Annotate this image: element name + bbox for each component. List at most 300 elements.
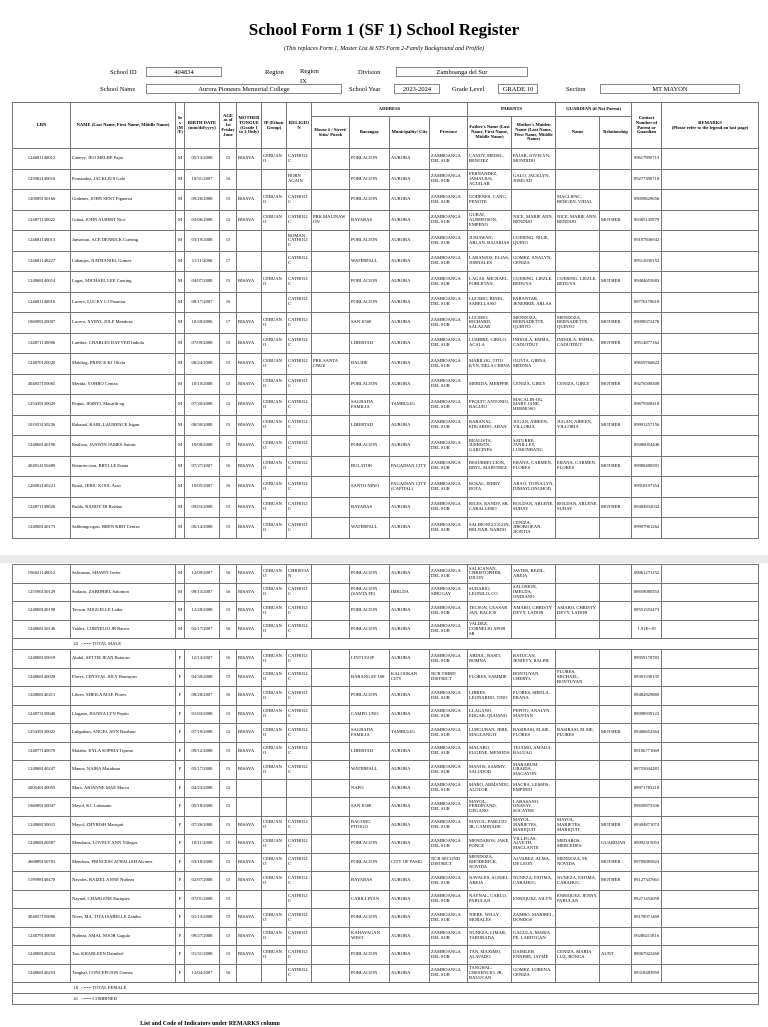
cell-ip: CEBUANO <box>262 835 287 854</box>
cell-relationship: MOTHER <box>600 853 632 872</box>
cell-sex: F <box>176 946 185 965</box>
cell-province: ZAMBOANGA DEL SUR <box>430 724 468 743</box>
cell-guardian-name: NICE, MARIE ANN, BENDIJO <box>556 210 600 231</box>
cell-guardian-name: AMARO, CHRISTY DEVY, LADOR <box>556 602 600 621</box>
cell-relationship <box>600 190 632 211</box>
cell-province: ZAMBOANGA DEL SUR <box>430 251 468 272</box>
cell-birth-date: 10/10/2008 <box>185 374 220 395</box>
table-row <box>13 436 759 457</box>
page-title: School Form 1 (SF 1) School Register <box>248 20 520 39</box>
cell-sex: M <box>176 497 185 518</box>
cell-contact: 09106771669 <box>632 742 662 761</box>
cell-sex: M <box>176 149 185 170</box>
cell-birth-date: 10/31/2007 <box>185 169 220 190</box>
cell-municipality: AURORA <box>390 231 430 252</box>
cell-contact: 09709885824 <box>632 853 662 872</box>
cell-relationship <box>600 354 632 375</box>
cell-religion: CATHOLIC <box>287 210 312 231</box>
cell-name: Salibongcogon, BREN KIRT Ceniza <box>71 518 176 539</box>
page-subtitle: (This replaces Form 1, Master List & STS Form 2-Family Background and Profile) <box>283 46 485 52</box>
cell-guardian-name: CENIZA, GIRLY <box>556 374 600 395</box>
cell-house <box>312 742 350 761</box>
cell-contact: 09512030152 <box>632 251 662 272</box>
cell-age: 16 <box>220 456 237 477</box>
cell-name: Mendoza, PRINCESS ATHALIAH Alvarez <box>71 853 176 872</box>
cell-name: Realista, JANWIN JAMES Saturn <box>71 436 176 457</box>
cell-lrn: 124868140198 <box>13 602 71 621</box>
cell-remarks <box>662 354 759 375</box>
cell-barangay: SAN JOSE <box>350 313 390 334</box>
cell-birth-date: 07/27/2007 <box>185 456 220 477</box>
cell-age: 16 <box>220 565 237 584</box>
cell-municipality: AURORA <box>390 292 430 313</box>
cell-religion: CATHOLIC <box>287 853 312 872</box>
cell-contact: 09067922260 <box>632 946 662 965</box>
table-row <box>13 374 759 395</box>
cell-barangay: POBLACION <box>350 149 390 170</box>
cell-mother: PARANTAR, JENEBBIE, ARLAS <box>512 292 556 313</box>
register-table-continued <box>12 564 759 1005</box>
cell-municipality: AURORA <box>390 415 430 436</box>
cell-house <box>312 374 350 395</box>
cell-province: ZAMBOANGA DEL SUR <box>430 835 468 854</box>
cell-birth-date: 07/01/2008 <box>185 890 220 909</box>
page-break <box>0 555 768 563</box>
cell-contact: 09318483959 <box>632 964 662 983</box>
cell-sex: F <box>176 835 185 854</box>
cell-father: RABANAL, EDUARDO, ABAN <box>468 415 512 436</box>
cell-father: MALABO, EUGENE, MENODA <box>468 742 512 761</box>
cell-ip: CEBUANO <box>262 705 287 724</box>
cell-province: ZAMBOANGA DEL SUR <box>430 149 468 170</box>
cell-municipality: AURORA <box>390 779 430 798</box>
cell-province: ZAMBOANGA DEL SUR <box>430 872 468 891</box>
table-row <box>13 724 759 743</box>
cell-barangay: POBLACION <box>350 620 390 639</box>
cell-remarks <box>662 946 759 965</box>
school-name-label: School Name <box>100 86 136 93</box>
cell-age: 16 <box>220 583 237 602</box>
cell-barangay: LINTUGOP <box>350 650 390 669</box>
cell-mother: ALVAREZ, ALMA, DE LEON <box>512 853 556 872</box>
cell-birth-date: 04/30/2008 <box>185 668 220 687</box>
cell-contact: 09466652564 <box>632 724 662 743</box>
cell-mother-tongue: BISAYA <box>237 835 262 854</box>
cell-sex: M <box>176 169 185 190</box>
cell-birth-date: 01/31/2008 <box>185 946 220 965</box>
cell-relationship: MOTHER <box>600 872 632 891</box>
cell-religion: CATHOLIC <box>287 835 312 854</box>
cell-municipality: KALOOKAN CITY <box>390 668 430 687</box>
header-age: AGE as of 1st Friday June <box>220 103 237 149</box>
cell-barangay: POBLACION <box>350 687 390 706</box>
total-cell <box>13 994 759 1005</box>
cell-contact: 1.91E+10 <box>632 620 662 639</box>
cell-province: ZAMBOANGA DEL SUR <box>430 190 468 211</box>
legend-title: List and Code of Indicators under REMARKS column <box>140 1021 280 1027</box>
table-row <box>13 231 759 252</box>
cell-mother-tongue: BISAYA <box>237 946 262 965</box>
cell-relationship: MOTHER <box>600 374 632 395</box>
cell-mother <box>512 190 556 211</box>
cell-sex: F <box>176 687 185 706</box>
cell-municipality: AURORA <box>390 374 430 395</box>
cell-remarks <box>662 798 759 817</box>
cell-ip: CEBUANO <box>262 761 287 780</box>
cell-mother-tongue <box>237 779 262 798</box>
cell-house <box>312 272 350 293</box>
cell-mother: ZAMBO, MARIBEL, DONDOS <box>512 909 556 928</box>
cell-sex: M <box>176 477 185 498</box>
cell-name: Salicanan, SHAWN Javier <box>71 565 176 584</box>
table-row <box>13 477 759 498</box>
cell-mother: JUGAN, AIREEN, VILLORIA <box>512 415 556 436</box>
cell-sex: F <box>176 909 185 928</box>
cell-age: 15 <box>220 602 237 621</box>
cell-municipality: AURORA <box>390 816 430 835</box>
cell-relationship <box>600 292 632 313</box>
cell-province: ZAMBOANGA DEL SUR <box>430 497 468 518</box>
cell-lrn: 124868140247 <box>13 761 71 780</box>
cell-remarks <box>662 190 759 211</box>
cell-relationship <box>600 149 632 170</box>
cell-birth-date: 10/08/2008 <box>185 436 220 457</box>
cell-guardian-name <box>556 650 600 669</box>
cell-remarks <box>662 497 759 518</box>
cell-barangay: POBLACION (SANTA FE) <box>350 583 390 602</box>
cell-ip: CEBUANO <box>262 620 287 639</box>
header-birth-date: BIRTH DATE (mm/dd/yyyy) <box>185 103 220 149</box>
cell-father: TANGHAL, CRESENCIO, JR, BALUCAN <box>468 964 512 983</box>
cell-mother-tongue: BISAYA <box>237 705 262 724</box>
cell-age: 15 <box>220 742 237 761</box>
header-mother: Mother's Maiden Name (Last Name, First Name, Middle Name) <box>512 117 556 149</box>
cell-province: ZAMBOANGA DEL SUR <box>430 602 468 621</box>
cell-mother-tongue <box>237 251 262 272</box>
cell-birth-date: 12/04/2007 <box>185 964 220 983</box>
table-row <box>13 497 759 518</box>
cell-father: NIERE, WILLY, MORALES <box>468 909 512 928</box>
cell-house <box>312 687 350 706</box>
cell-birth-date: 03/06/2008 <box>185 210 220 231</box>
total-row <box>13 639 759 650</box>
cell-house <box>312 395 350 416</box>
cell-relationship <box>600 890 632 909</box>
cell-guardian-name: CUERING, LIEZLE, BEDUYA <box>556 272 600 293</box>
cell-province: ZAMBOANGA DEL SUR <box>430 210 468 231</box>
cell-province: ZAMBOANGA DEL SUR <box>430 816 468 835</box>
cell-lrn: 124868140196 <box>13 436 71 457</box>
header-barangay: Barangay <box>350 117 390 149</box>
cell-guardian-name: CENIZA, MARIA LUZ, BONGA <box>556 946 600 965</box>
cell-mother-tongue: BISAYA <box>237 374 262 395</box>
header-province: Province <box>430 117 468 149</box>
cell-municipality: AURORA <box>390 964 430 983</box>
cell-ip <box>262 169 287 190</box>
cell-mother: CUERING, LIEZLE, BEDUYA <box>512 272 556 293</box>
cell-sex: M <box>176 456 185 477</box>
cell-sex: F <box>176 872 185 891</box>
cell-religion <box>287 798 312 817</box>
cell-mother: MACRA, LESMIS, EMPINIO <box>512 779 556 798</box>
cell-mother: PEPITO, ANALYN, MANTAN <box>512 705 556 724</box>
cell-house <box>312 761 350 780</box>
table-row <box>13 602 759 621</box>
cell-barangay: SAGRADA FAMILIA <box>350 395 390 416</box>
cell-barangay: BARANGAY 168 <box>350 668 390 687</box>
cell-religion: CATHOLIC <box>287 964 312 983</box>
cell-guardian-name: ROLDAN, ARLENE, SUDAY <box>556 497 600 518</box>
grade-level-label: Grade Level <box>452 86 485 93</box>
cell-guardian-name: NUNEZA, FATIMA, CABAHUG <box>556 872 600 891</box>
cell-contact: 09486054446 <box>632 436 662 457</box>
cell-municipality: TAMBULIG <box>390 724 430 743</box>
cell-mother-tongue: BISAYA <box>237 620 262 639</box>
cell-religion: CATHOLIC <box>287 354 312 375</box>
section-value: MT MAYON <box>600 84 740 94</box>
cell-remarks <box>662 292 759 313</box>
cell-barangay: BAYABAS <box>350 497 390 518</box>
cell-religion: CATHOLIC <box>287 705 312 724</box>
cell-name: Lumbre, CHARLES DAYVED Indiola <box>71 333 176 354</box>
cell-guardian-name <box>556 761 600 780</box>
cell-mother-tongue: BISAYA <box>237 190 262 211</box>
cell-mother-tongue: BISAYA <box>237 395 262 416</box>
cell-father: LLAGANO, EDGAR, QUIJANO <box>468 705 512 724</box>
cell-province: ZAMBOANGA DEL SUR <box>430 354 468 375</box>
header-municipality: Municipality/ City <box>390 117 430 149</box>
cell-remarks <box>662 668 759 687</box>
cell-birth-date: 03/19/2008 <box>185 231 220 252</box>
cell-guardian-name <box>556 149 600 170</box>
cell-mother: MENDOZA, BERNADETTE, QUINTO <box>512 313 556 334</box>
cell-barangay: POBLACION <box>350 292 390 313</box>
school-id-value: 404834 <box>146 67 222 77</box>
cell-municipality: AURORA <box>390 687 430 706</box>
cell-relationship <box>600 668 632 687</box>
table-row <box>13 210 759 231</box>
cell-remarks <box>662 313 759 334</box>
total-label: <=== TOTAL FEMALE <box>81 984 127 990</box>
cell-contact: 09058629656 <box>632 190 662 211</box>
total-label: <=== COMBINED <box>81 995 118 1001</box>
cell-remarks <box>662 456 759 477</box>
cell-relationship <box>600 436 632 457</box>
cell-guardian-name: MAGLIPAC, BENGEN, VIDAL <box>556 190 600 211</box>
cell-relationship <box>600 964 632 983</box>
cell-religion: CATHOLIC <box>287 946 312 965</box>
cell-remarks <box>662 909 759 928</box>
cell-house <box>312 497 350 518</box>
cell-province: ZAMBOANGA DEL SUR <box>430 292 468 313</box>
cell-guardian-name <box>556 927 600 946</box>
cell-age: 15 <box>220 436 237 457</box>
cell-mother-tongue: BISAYA <box>237 415 262 436</box>
cell-lrn: 124868130146 <box>13 620 71 639</box>
cell-lrn: 124868130019 <box>13 650 71 669</box>
cell-lrn: 124871130026 <box>13 497 71 518</box>
cell-barangay: KAHAYAGAN WEST <box>350 927 390 946</box>
cell-sex: M <box>176 210 185 231</box>
header-father: Father's Name (Last Name, First Name, Middle Name) <box>468 117 512 149</box>
cell-province: ZAMBOANGA DEL SUR <box>430 705 468 724</box>
cell-religion: CATHOLIC <box>287 190 312 211</box>
header-guardian-name: Name <box>556 117 600 149</box>
cell-lrn: 125439130025 <box>13 724 71 743</box>
cell-mother <box>512 620 556 639</box>
cell-name: Lubguban, ANGEL ANN Basibasi <box>71 724 176 743</box>
cell-mother: AMARO, CHRISTY DEVY, LADOR <box>512 602 556 621</box>
cell-guardian-name: JUGAN, AIREEN, VILLORIA <box>556 415 600 436</box>
cell-lrn: 196021140012 <box>13 565 71 584</box>
cell-age: 15 <box>220 890 237 909</box>
cell-mother-tongue: BISAYA <box>237 853 262 872</box>
cell-relationship <box>600 169 632 190</box>
cell-lrn: 124868120587 <box>13 835 71 854</box>
cell-barangay: SAGRADA FAMILIA <box>350 724 390 743</box>
cell-province: ZAMBOANGA DEL SUR <box>430 313 468 334</box>
cell-religion: CATHOLIC <box>287 374 312 395</box>
cell-sex: F <box>176 964 185 983</box>
cell-mother-tongue: BISAYA <box>237 333 262 354</box>
cell-ip: CEBUANO <box>262 333 287 354</box>
cell-guardian-name: MENDOZA, BERNADETTE, QUINTO <box>556 313 600 334</box>
cell-father: MABILOG, TITO KYN, DELA CERNA <box>468 354 512 375</box>
cell-birth-date: 07/19/2008 <box>185 724 220 743</box>
cell-mother: CENIZA, GIRLY <box>512 374 556 395</box>
cell-birth-date: 06/24/2008 <box>185 354 220 375</box>
cell-guardian-name <box>556 798 600 817</box>
cell-age: 15 <box>220 779 237 798</box>
cell-mother-tongue: BISAYA <box>237 668 262 687</box>
cell-remarks <box>662 231 759 252</box>
cell-mother: JAVIER, BEZIL, AREJA <box>512 565 556 584</box>
cell-contact: 09092315053 <box>632 835 662 854</box>
cell-contact: 09484655683 <box>632 272 662 293</box>
cell-mother: MARABUM, UBAIDA, MAGAYON <box>512 761 556 780</box>
table-row <box>13 853 759 872</box>
cell-lrn: 124868140028 <box>13 668 71 687</box>
cell-name: Tanghal, CONCEPCION Gomez <box>71 964 176 983</box>
cell-birth-date: 12/09/2007 <box>185 565 220 584</box>
cell-father: FERNANDEZ, JAMALIUS, AGUILAR <box>468 169 512 190</box>
cell-contact: 09280211816 <box>632 927 662 946</box>
cell-remarks <box>662 169 759 190</box>
cell-barangay: BAYABAS <box>350 210 390 231</box>
cell-barangay: POBLACION <box>350 946 390 965</box>
cell-house <box>312 436 350 457</box>
cell-lrn: 124868140014 <box>13 272 71 293</box>
cell-age: 16 <box>220 687 237 706</box>
cell-province: ZAMBOANGA DEL SUR <box>430 169 468 190</box>
cell-name: Rosal, JERIC KOOL Arao <box>71 477 176 498</box>
cell-ip: CEBUANO <box>262 668 287 687</box>
cell-contact: 09098372478 <box>632 313 662 334</box>
cell-house <box>312 518 350 539</box>
division-label: Division <box>358 69 381 76</box>
cell-age: 15 <box>220 816 237 835</box>
cell-municipality: AURORA <box>390 650 430 669</box>
cell-municipality: AURORA <box>390 272 430 293</box>
cell-guardian-name <box>556 354 600 375</box>
cell-guardian-name <box>556 964 600 983</box>
cell-ip: CEBUANO <box>262 190 287 211</box>
cell-name: Mabilog, PRINCE KJ Olivia <box>71 354 176 375</box>
cell-age: 17 <box>220 251 237 272</box>
cell-remarks <box>662 374 759 395</box>
cell-contact: 09304871074 <box>632 816 662 835</box>
cell-father: LAGAS, MICHAEL, POBLETAN <box>468 272 512 293</box>
cell-birth-date: 07/26/2008 <box>185 816 220 835</box>
cell-birth-date: 04/07/2008 <box>185 272 220 293</box>
school-name-value: Aurora Pioneers Memorial College <box>146 84 342 94</box>
cell-name: Manos, NAIRA Marabum <box>71 761 176 780</box>
cell-father: LUBGUBAN, JEBE, MAGLANGIT <box>468 724 512 743</box>
cell-mother-tongue: BISAYA <box>237 816 262 835</box>
cell-remarks <box>662 724 759 743</box>
cell-age: 15 <box>220 724 237 743</box>
header-address: ADDRESS <box>312 103 468 117</box>
cell-province: ZAMBOANGA DEL SUR <box>430 477 468 498</box>
cell-age: 15 <box>220 415 237 436</box>
school-year-label: School Year <box>349 86 381 93</box>
cell-remarks <box>662 620 759 639</box>
cell-religion: CATHOLIC <box>287 668 312 687</box>
cell-religion: CATHOLIC <box>287 761 312 780</box>
cell-age: 15 <box>220 835 237 854</box>
cell-barangay: POBLACION <box>350 190 390 211</box>
cell-sex: M <box>176 292 185 313</box>
cell-relationship <box>600 583 632 602</box>
cell-municipality: AURORA <box>390 149 430 170</box>
cell-mother: DAIMLER, ENNERE, JAYME <box>512 946 556 965</box>
cell-sex: M <box>176 190 185 211</box>
cell-municipality: AURORA <box>390 798 430 817</box>
cell-lrn <box>13 890 71 909</box>
total-cell <box>13 639 759 650</box>
cell-ip: CEBUANO <box>262 742 287 761</box>
cell-relationship <box>600 687 632 706</box>
cell-name: Maro, ARIANNE MAE Macra <box>71 779 176 798</box>
cell-remarks <box>662 477 759 498</box>
cell-lrn: 125982140016 <box>13 169 71 190</box>
cell-birth-date: 01/03/2008 <box>185 705 220 724</box>
table-row <box>13 620 759 639</box>
cell-mother: ENRIQUEZ, AILYN <box>512 890 556 909</box>
region-value: Region IX <box>300 68 319 85</box>
cell-guardian-name <box>556 742 600 761</box>
cell-ip: CEBUANO <box>262 415 287 436</box>
cell-religion: BORN AGAIN <box>287 169 312 190</box>
cell-birth-date: 10/20/2006 <box>185 313 220 334</box>
cell-father: LIBRES, LEONARDO, TINO <box>468 687 512 706</box>
cell-barangay: POBLACION <box>350 835 390 854</box>
cell-birth-date: 07/09/2008 <box>185 333 220 354</box>
cell-guardian-name: MAYOL, MARIETES, MARIQUIT <box>556 816 600 835</box>
cell-mother-tongue: BISAYA <box>237 313 262 334</box>
cell-remarks <box>662 650 759 669</box>
cell-mother: BONTUYAN, CHERYL <box>512 668 556 687</box>
cell-lrn: 124868140173 <box>13 518 71 539</box>
cell-father: ROSAL, JERRY ROTA <box>468 477 512 498</box>
cell-barangay: CAMPO UNO <box>350 705 390 724</box>
cell-mother: VILLEGAS, ALVETH, MAGLANTE <box>512 835 556 854</box>
school-id-label: School ID <box>110 69 137 76</box>
total-count: 23 <box>73 640 78 646</box>
cell-lrn: 125596130129 <box>13 583 71 602</box>
cell-religion: CATHOLIC <box>287 602 312 621</box>
cell-name: Valdez, CORNELIO JR Barros <box>71 620 176 639</box>
